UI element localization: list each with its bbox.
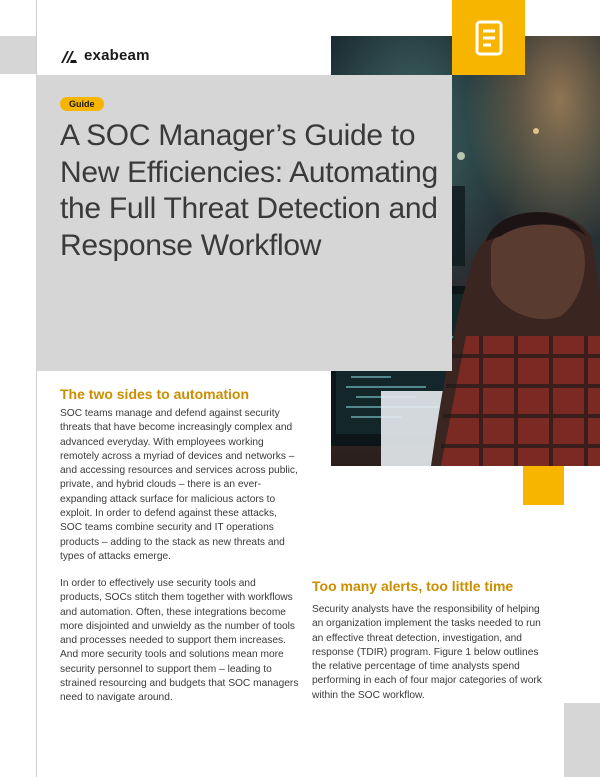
- accent-block: [523, 466, 564, 505]
- brand-name: exabeam: [84, 47, 150, 64]
- section-paragraph: In order to effectively use security tools and products, SOCs stitch them together with workflows and automation. Often, these integrations become more disjointed and unwieldy as the number of tools and processes needed to support them increases. And more security tools and solutions mean more security personnel to support them – leading to strained resourcing and budgets that SOC managers need to navigate around.: [60, 578, 299, 704]
- document-icon-tile: [452, 0, 525, 75]
- section-paragraph: Security analysts have the responsibility of helping an organization implement the tasks needed to run an effective threat detection, investigation, and response (TDIR) program. Figure 1 below outlines the relative percentage of time analysts spend performing in each of four major categories of work within the SOC workflow.: [312, 604, 542, 701]
- brand-logo: [60, 47, 150, 64]
- section-heading-alerts: Too many alerts, too little time: [312, 578, 514, 594]
- corner-gray-block: [0, 36, 36, 74]
- guide-badge: Guide: [60, 97, 104, 111]
- section-paragraph: SOC teams manage and defend against security threats that have become increasingly complex and advanced everyday. With employees working remotely across a myriad of devices and networks – and accessing resources and services across public, private, and hybrid clouds – there is an ever-expanding attack surface for malicious actors to exploit. In order to defend against these attacks, SOC teams combine security and IT operations products – adding to the stack as new threats and types of attacks emerge.: [60, 408, 298, 562]
- section-heading-automation: The two sides to automation: [60, 386, 250, 402]
- exabeam-logo-icon: [60, 48, 78, 64]
- document-icon: [475, 20, 503, 56]
- corner-gray-block-bottom: [564, 703, 600, 777]
- page-title: A SOC Manager’s Guide to New Efficiencies: Automating the Full Threat Detection and Response Workflow: [60, 119, 438, 262]
